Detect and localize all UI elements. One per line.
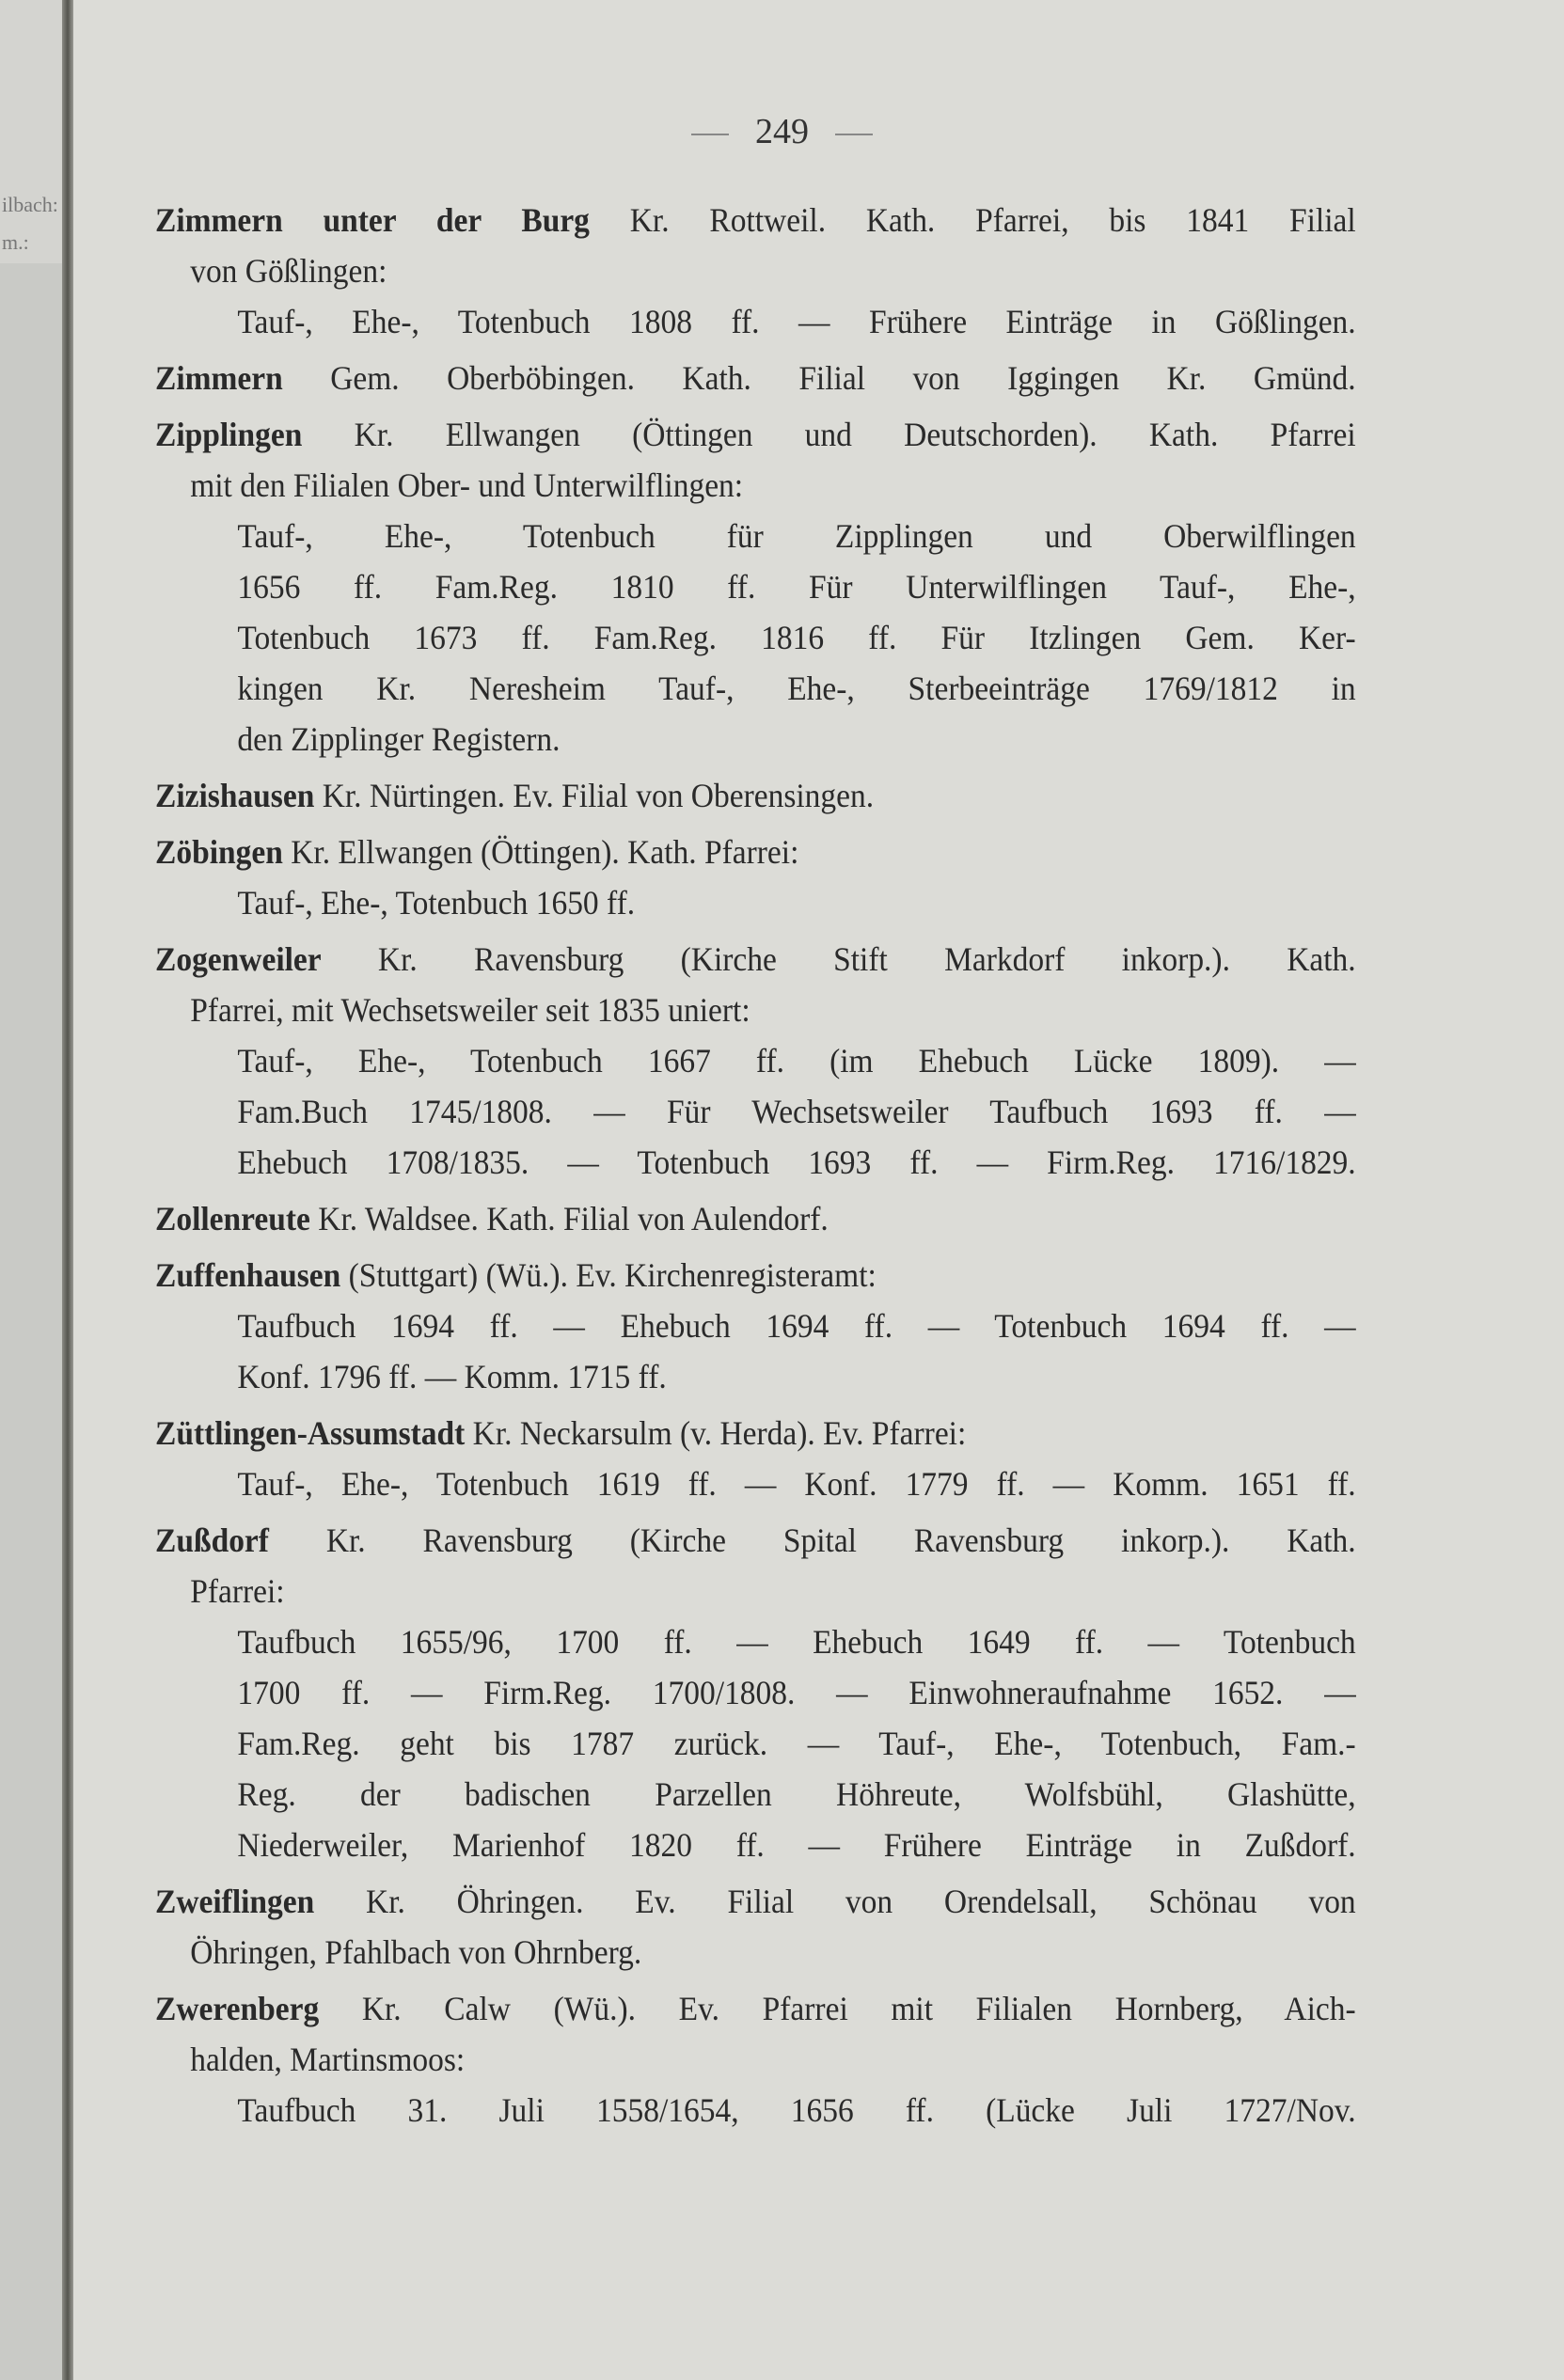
text-line xyxy=(155,1137,1356,1188)
entry-text: Reg. der badischen Parzellen Höhreute, Wolfsbühl, Glashütte, xyxy=(237,1775,1356,1813)
entry-headword: Zuffenhausen xyxy=(155,1256,341,1294)
entry-text: Ehebuch 1708/1835. — Totenbuch 1693 ff. — Firm.Reg. 1716/1829. xyxy=(237,1143,1356,1181)
margin-fragment: m.: xyxy=(2,230,29,254)
entry-headword: Zimmern xyxy=(155,359,283,397)
page-number: 249 xyxy=(755,112,809,151)
text-line xyxy=(155,2085,1356,2136)
entry-text: mit den Filialen Ober- und Unterwilflingen: xyxy=(190,466,744,504)
entry-text: Gem. Oberböbingen. Kath. Filial von Iggingen Kr. Gmünd. xyxy=(282,359,1356,397)
entry-text: Kr. Rottweil. Kath. Pfarrei, bis 1841 Filial xyxy=(589,201,1356,239)
text-line xyxy=(155,827,1272,877)
text-line xyxy=(155,296,1356,347)
entry-text: Niederweiler, Marienhof 1820 ff. — Frühere Einträge in Zußdorf. xyxy=(237,1826,1356,1864)
entry-text: kingen Kr. Neresheim Tauf-, Ehe-, Sterbeeinträge 1769/1812 in xyxy=(237,670,1356,707)
entry xyxy=(155,1983,1356,2136)
entry-headword: Züttlingen-Assumstadt xyxy=(155,1414,466,1452)
entry-text: Konf. 1796 ff. — Komm. 1715 ff. xyxy=(237,1358,667,1395)
entry xyxy=(155,195,1356,347)
text-line xyxy=(155,1820,1356,1870)
text-line xyxy=(155,561,1356,612)
text-line xyxy=(155,714,1272,764)
entry-text: halden, Martinsmoos: xyxy=(190,2041,466,2078)
entry-text: Tauf-, Ehe-, Totenbuch 1667 ff. (im Ehebuch Lücke 1809). — xyxy=(237,1042,1356,1080)
entry-text: Taufbuch 1694 ff. — Ehebuch 1694 ff. — Totenbuch 1694 ff. — xyxy=(237,1307,1356,1345)
entry-headword: Zimmern unter der Burg xyxy=(155,201,590,239)
text-line xyxy=(155,2034,1272,2085)
entry-text: Tauf-, Ehe-, Totenbuch 1650 ff. xyxy=(237,884,636,922)
entry-text: den Zipplinger Registern. xyxy=(237,720,561,758)
text-line xyxy=(155,460,1272,511)
entry-text: Kr. Calw (Wü.). Ev. Pfarrei mit Filialen Hornberg, Aich- xyxy=(319,1990,1356,2027)
entry-text: 1656 ff. Fam.Reg. 1810 ff. Für Unterwilflingen Tauf-, Ehe-, xyxy=(237,568,1356,606)
entry-headword: Zöbingen xyxy=(155,833,283,871)
entry xyxy=(155,353,1356,403)
entry xyxy=(155,770,1356,821)
text-line xyxy=(155,1408,1272,1458)
entry-text: Kr. Waldsee. Kath. Filial von Aulendorf. xyxy=(309,1200,829,1237)
text-line xyxy=(155,1250,1272,1300)
text-line xyxy=(155,409,1356,460)
entry-text: Pfarrei: xyxy=(190,1572,285,1610)
entry xyxy=(155,934,1356,1188)
entry-text: Fam.Buch 1745/1808. — Für Wechsetsweiler Taufbuch 1693 ff. — xyxy=(237,1093,1356,1130)
entry-headword: Zweiflingen xyxy=(155,1883,315,1920)
text-line xyxy=(155,1769,1356,1820)
text-line xyxy=(155,1667,1356,1718)
entry-headword: Zogenweiler xyxy=(155,940,322,978)
text-line xyxy=(155,1616,1356,1667)
entry-text: Fam.Reg. geht bis 1787 zurück. — Tauf-, Ehe-, Totenbuch, Fam.- xyxy=(237,1725,1356,1762)
text-line xyxy=(155,612,1356,663)
text-line xyxy=(155,1351,1272,1402)
entry xyxy=(155,1193,1356,1244)
text-line xyxy=(155,770,1272,821)
text-line xyxy=(155,245,1272,296)
entry xyxy=(155,827,1356,928)
text-line xyxy=(155,1458,1356,1509)
entry-text: Kr. Neckarsulm (v. Herda). Ev. Pfarrei: xyxy=(465,1414,967,1452)
text-line xyxy=(155,195,1356,245)
dash-decoration xyxy=(691,134,729,135)
entry-text: Taufbuch 31. Juli 1558/1654, 1656 ff. (Lücke Juli 1727/Nov. xyxy=(237,2091,1356,2129)
entry-text: Öhringen, Pfahlbach von Ohrnberg. xyxy=(190,1933,642,1971)
entry-text: Kr. Ravensburg (Kirche Stift Markdorf inkorp.). Kath. xyxy=(321,940,1356,978)
text-line xyxy=(155,1193,1272,1244)
margin-fragment: ilbach: xyxy=(2,193,58,216)
entry xyxy=(155,1408,1356,1509)
entry-text: 1700 ff. — Firm.Reg. 1700/1808. — Einwohneraufnahme 1652. — xyxy=(237,1674,1356,1711)
entry-headword: Zizishausen xyxy=(155,777,315,814)
text-line xyxy=(155,1566,1272,1616)
text-line xyxy=(155,353,1356,403)
entry-text: Kr. Nürtingen. Ev. Filial von Oberensingen. xyxy=(314,777,875,814)
entry-text: Tauf-, Ehe-, Totenbuch für Zipplingen und Oberwilflingen xyxy=(237,517,1356,555)
entry-text: Tauf-, Ehe-, Totenbuch 1619 ff. — Konf. 1779 ff. — Komm. 1651 ff. xyxy=(237,1465,1356,1503)
text-line xyxy=(155,1515,1356,1566)
entry-headword: Zußdorf xyxy=(155,1521,269,1559)
entry-text: Kr. Ellwangen (Öttingen und Deutschorden). Kath. Pfarrei xyxy=(302,416,1356,453)
text-line xyxy=(155,877,1272,928)
entry-text: Taufbuch 1655/96, 1700 ff. — Ehebuch 1649 ff. — Totenbuch xyxy=(237,1623,1356,1661)
entry xyxy=(155,1250,1356,1402)
page-gutter xyxy=(62,0,73,2380)
entry xyxy=(155,1876,1356,1978)
page-number-header xyxy=(0,111,1564,152)
adjacent-page-strip xyxy=(0,263,68,2380)
text-line xyxy=(155,934,1356,985)
text-line xyxy=(155,1086,1356,1137)
entry-text: Kr. Ravensburg (Kirche Spital Ravensburg inkorp.). Kath. xyxy=(268,1521,1356,1559)
entry-text: Kr. Öhringen. Ev. Filial von Orendelsall, Schönau von xyxy=(314,1883,1356,1920)
text-line xyxy=(155,1927,1272,1978)
entry-text: (Stuttgart) (Wü.). Ev. Kirchenregisteramt: xyxy=(340,1256,877,1294)
entry-headword: Zwerenberg xyxy=(155,1990,320,2027)
gazetteer-entries xyxy=(155,195,1356,2136)
text-line xyxy=(155,1983,1356,2034)
entry-headword: Zipplingen xyxy=(155,416,303,453)
entry-text: Totenbuch 1673 ff. Fam.Reg. 1816 ff. Für Itzlingen Gem. Ker- xyxy=(237,619,1356,656)
entry xyxy=(155,1515,1356,1870)
entry-text: von Gößlingen: xyxy=(190,252,387,290)
entry-text: Kr. Ellwangen (Öttingen). Kath. Pfarrei: xyxy=(282,833,799,871)
text-line xyxy=(155,1876,1356,1927)
text-line xyxy=(155,985,1272,1035)
text-line xyxy=(155,1718,1356,1769)
text-line xyxy=(155,511,1356,561)
dash-decoration xyxy=(835,134,873,135)
text-line xyxy=(155,1300,1356,1351)
text-line xyxy=(155,1035,1356,1086)
text-line xyxy=(155,663,1356,714)
entry-headword: Zollenreute xyxy=(155,1200,310,1237)
entry-text: Tauf-, Ehe-, Totenbuch 1808 ff. — Frühere Einträge in Gößlingen. xyxy=(237,303,1356,340)
entry xyxy=(155,409,1356,764)
entry-text: Pfarrei, mit Wechsetsweiler seit 1835 uniert: xyxy=(190,991,750,1029)
